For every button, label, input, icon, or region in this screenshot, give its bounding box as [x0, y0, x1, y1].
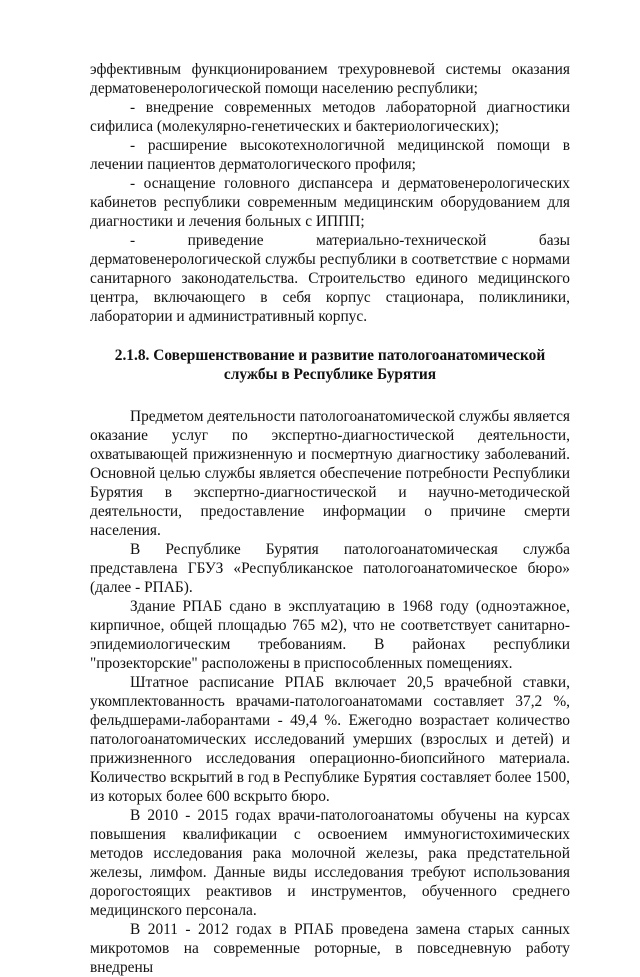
- list-item: - оснащение головного диспансера и дерматовенерологических кабинетов республики современным медицинским оборудованием для диагностики и лечения больных с ИППП;: [90, 175, 570, 230]
- body-paragraph: В Республике Бурятия патологоанатомическая служба представлена ГБУЗ «Республиканское патологоанатомическое бюро» (далее - РПАБ).: [90, 541, 570, 596]
- list-item: - приведение материально-технической базы дерматовенерологической службы республики в соответствие с нормами санитарного законодательства. Строительство единого медицинского центра, включающего в себя корпус стационара, поликлиники, лаборатории и административный корпус.: [90, 232, 570, 325]
- section-heading-line-2: службы в Республике Бурятия: [223, 366, 437, 383]
- body-paragraph: Штатное расписание РПАБ включает 20,5 врачебной ставки, укомплектованность врачами-патологоанатомами составляет 37,2 %, фельдшерами-лаборантами - 49,4 %. Ежегодно возрастает количество патологоанатомических исследований умерших (взрослых и детей) и прижизненного исследования операционно-биопсийного материала. Количество вскрытий в год в Республике Бурятия составляет более 1500, из которых более 600 вскрыто бюро.: [90, 674, 570, 805]
- list-item: - расширение высокотехнологичной медицинской помощи в лечении пациентов дерматологического профиля;: [90, 137, 570, 173]
- intro-paragraph: эффективным функционированием трехуровневой системы оказания дерматовенерологической помощи населению республики;: [90, 61, 570, 97]
- section-heading-line-1: 2.1.8. Совершенствование и развитие патологоанатомической: [114, 347, 546, 364]
- intro-list: [90, 60, 570, 326]
- body-paragraph: В 2010 - 2015 годах врачи-патологоанатомы обучены на курсах повышения квалификации с освоением иммуногистохимических методов исследования рака молочной железы, рака предстательной железы, лимфом. Данные виды исследования требуют использования дорогостоящих реактивов и инструментов, обученного среднего медицинского персонала.: [90, 807, 570, 919]
- body-paragraph: Предметом деятельности патологоанатомической службы является оказание услуг по экспертно-диагностической деятельности, охватывающей прижизненную и посмертную диагностику заболеваний. Основной целью службы является обеспечение потребности Республики Бурятия в экспертно-диагностической и научно-методической деятельности, предоставление информации о причине смерти населения.: [90, 408, 570, 539]
- list-item: - внедрение современных методов лабораторной диагностики сифилиса (молекулярно-генетических и бактериологических);: [90, 99, 570, 135]
- body-paragraph: Здание РПАБ сдано в эксплуатацию в 1968 году (одноэтажное, кирпичное, общей площадью 765 м2), что не соответствует санитарно-эпидемиологическим требованиям. В районах республики "прозекторские" расположены в приспособленных помещениях.: [90, 598, 570, 672]
- section-heading: [90, 346, 570, 384]
- section-body: [90, 407, 570, 977]
- document-page: [90, 60, 570, 977]
- body-paragraph: В 2011 - 2012 годах в РПАБ проведена замена старых санных микротомов на современные роторные, в повседневную работу внедрены: [90, 921, 570, 976]
